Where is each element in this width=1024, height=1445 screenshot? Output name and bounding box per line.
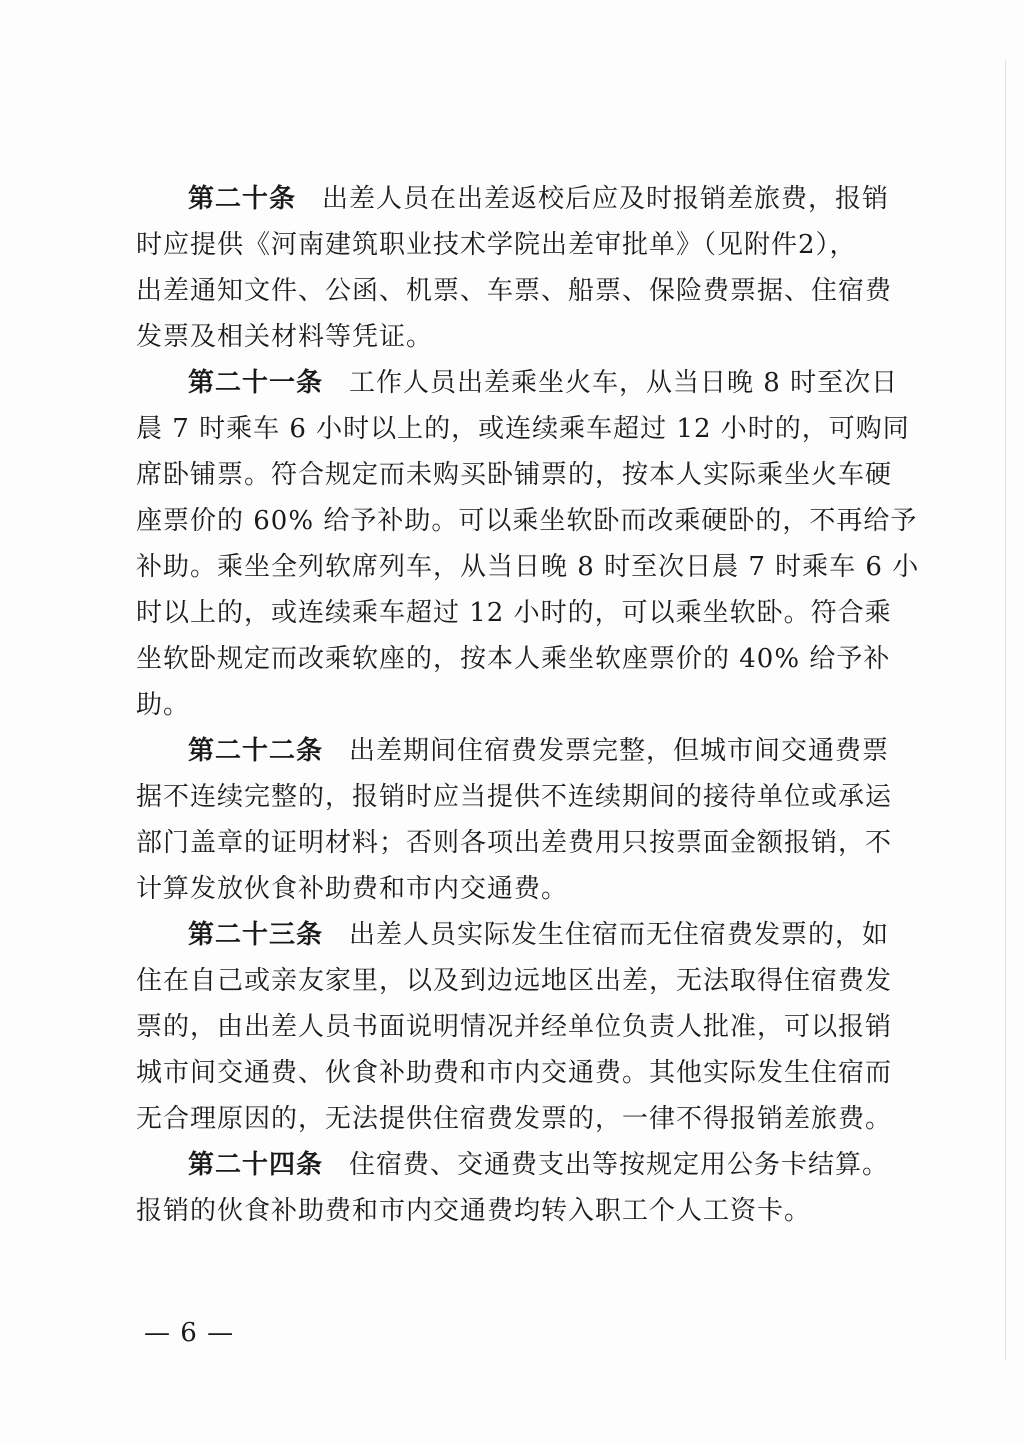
article-line: 发票及相关材料等凭证。 bbox=[136, 322, 434, 352]
article-line bbox=[136, 912, 890, 958]
article-line bbox=[136, 176, 890, 222]
article-line: 据不连续完整的，报销时应当提供不连续期间的接待单位或承运 bbox=[136, 782, 893, 812]
article-line: 时以上的，或连续乘车超过 12 小时的，可以乘坐软卧。符合乘 bbox=[136, 598, 892, 628]
article-heading: 第二十四条 bbox=[188, 1150, 324, 1180]
article-23 bbox=[136, 912, 893, 1142]
article-line: 住在自己或亲友家里，以及到边远地区出差，无法取得住宿费发 bbox=[136, 966, 893, 996]
page-number: — 6 — bbox=[144, 1318, 235, 1348]
article-heading: 第二十一条 bbox=[188, 368, 324, 398]
article-line: 部门盖章的证明材料；否则各项出差费用只按票面金额报销，不 bbox=[136, 828, 893, 858]
article-line: 报销的伙食补助费和市内交通费均转入职工个人工资卡。 bbox=[136, 1196, 812, 1226]
article-line: 晨 7 时乘车 6 小时以上的，或连续乘车超过 12 小时的，可购同 bbox=[136, 414, 910, 444]
article-line: 席卧铺票。符合规定而未购买卧铺票的，按本人实际乘坐火车硬 bbox=[136, 460, 893, 490]
article-22 bbox=[136, 728, 893, 912]
article-line: 补助。乘坐全列软席列车，从当日晚 8 时至次日晨 7 时乘车 6 小 bbox=[136, 552, 920, 582]
article-text: 住宿费、交通费支出等按规定用公务卡结算。 bbox=[349, 1150, 890, 1180]
document-body bbox=[136, 176, 920, 1234]
article-line: 计算发放伙食补助费和市内交通费。 bbox=[136, 874, 569, 904]
article-line: 无合理原因的，无法提供住宿费发票的，一律不得报销差旅费。 bbox=[136, 1104, 893, 1134]
article-heading: 第二十条 bbox=[188, 184, 297, 214]
article-text: 出差人员实际发生住宿而无住宿费发票的，如 bbox=[349, 920, 890, 950]
article-20 bbox=[136, 176, 893, 360]
article-text: 出差期间住宿费发票完整，但城市间交通费票 bbox=[349, 736, 890, 766]
scan-edge-line bbox=[1005, 60, 1006, 1360]
article-heading: 第二十三条 bbox=[188, 920, 324, 950]
article-line bbox=[136, 360, 899, 406]
article-24 bbox=[136, 1142, 890, 1234]
article-line: 坐软卧规定而改乘软座的，按本人乘坐软座票价的 40% 给予补 bbox=[136, 644, 891, 674]
article-line: 助。 bbox=[136, 690, 191, 720]
article-text: 工作人员出差乘坐火车，从当日晚 8 时至次日 bbox=[349, 368, 899, 398]
article-21 bbox=[136, 360, 920, 728]
article-line: 出差通知文件、公函、机票、车票、船票、保险费票据、住宿费 bbox=[136, 276, 893, 306]
article-line bbox=[136, 728, 890, 774]
article-line: 时应提供《河南建筑职业技术学院出差审批单》（见附件2）， bbox=[136, 230, 857, 260]
article-line: 座票价的 60% 给予补助。可以乘坐软卧而改乘硬卧的，不再给予 bbox=[136, 506, 918, 536]
article-heading: 第二十二条 bbox=[188, 736, 324, 766]
article-line bbox=[136, 1142, 890, 1188]
article-text: 出差人员在出差返校后应及时报销差旅费，报销 bbox=[322, 184, 890, 214]
article-line: 城市间交通费、伙食补助费和市内交通费。其他实际发生住宿而 bbox=[136, 1058, 893, 1088]
article-line: 票的，由出差人员书面说明情况并经单位负责人批准，可以报销 bbox=[136, 1012, 893, 1042]
